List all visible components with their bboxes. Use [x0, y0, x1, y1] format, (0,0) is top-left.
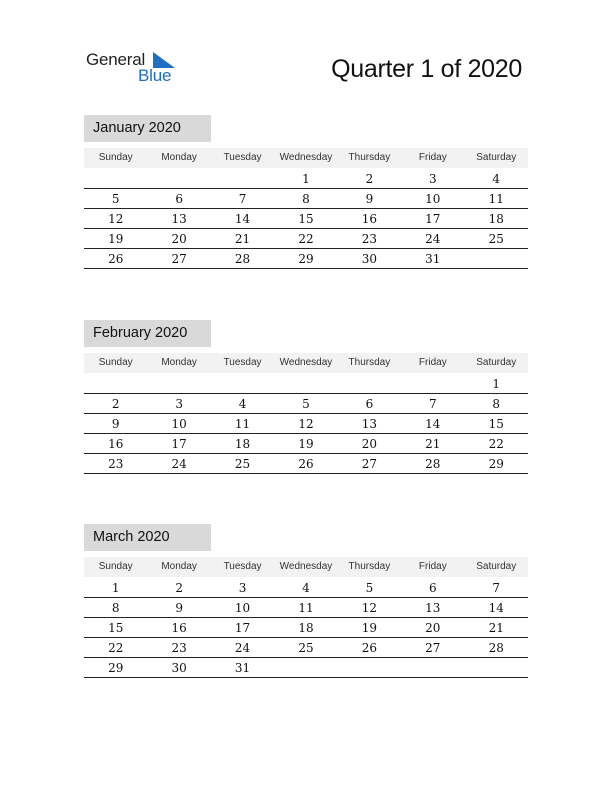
day-cell: 19 — [361, 621, 378, 635]
week-row — [84, 658, 528, 678]
day-cell: 16 — [361, 212, 378, 226]
day-cell: 7 — [492, 581, 501, 595]
weekday-label: Saturday — [476, 152, 517, 163]
day-cell: 21 — [488, 621, 504, 635]
weekday-header-row — [84, 148, 528, 168]
month-title: March 2020 — [84, 524, 211, 551]
weekday-label: Monday — [161, 152, 197, 163]
weekday-label: Thursday — [348, 152, 391, 163]
weekday-label: Thursday — [348, 561, 391, 572]
page-title: Quarter 1 of 2020 — [331, 55, 522, 83]
day-cell: 18 — [234, 437, 251, 451]
day-cell: 28 — [488, 641, 504, 655]
day-cell: 10 — [234, 601, 251, 615]
day-cell: 13 — [361, 417, 378, 431]
day-cell: 13 — [171, 212, 187, 226]
weekday-label: Saturday — [476, 357, 517, 368]
week-row — [84, 394, 528, 414]
weekday-label: Sunday — [98, 561, 133, 572]
weekday-label: Wednesday — [279, 357, 333, 368]
week-row — [84, 374, 528, 394]
day-cell: 23 — [361, 232, 378, 246]
week-row — [84, 414, 528, 434]
day-cell: 1 — [111, 581, 120, 595]
day-cell — [401, 374, 464, 393]
day-cell: 25 — [234, 457, 251, 471]
weekday-label: Wednesday — [279, 561, 333, 572]
day-cell: 24 — [234, 641, 251, 655]
week-row — [84, 229, 528, 249]
day-cell: 11 — [488, 192, 504, 206]
day-cell: 5 — [365, 581, 374, 595]
day-cell: 5 — [302, 397, 310, 411]
week-row — [84, 209, 528, 229]
day-cell: 5 — [111, 192, 120, 206]
day-cell: 31 — [234, 661, 251, 675]
day-cell: 22 — [108, 641, 124, 655]
day-cell: 4 — [302, 581, 310, 595]
day-cell — [338, 658, 401, 677]
day-cell: 22 — [488, 437, 504, 451]
day-cell — [465, 658, 528, 677]
day-cell: 27 — [361, 457, 378, 471]
day-cell: 7 — [429, 397, 437, 411]
day-cell: 12 — [361, 601, 378, 615]
day-cell: 6 — [365, 397, 374, 411]
day-cell: 30 — [361, 252, 378, 266]
day-cell: 27 — [425, 641, 441, 655]
day-cell: 23 — [108, 457, 124, 471]
day-cell: 15 — [108, 621, 124, 635]
week-row — [84, 249, 528, 269]
day-cell: 26 — [361, 641, 378, 655]
day-cell: 19 — [108, 232, 124, 246]
day-cell: 24 — [171, 457, 187, 471]
day-cell — [274, 658, 337, 677]
day-cell: 29 — [298, 252, 314, 266]
day-cell: 4 — [492, 172, 501, 186]
week-row — [84, 454, 528, 474]
month-title: January 2020 — [84, 115, 211, 142]
day-cell: 26 — [108, 252, 124, 266]
day-cell: 17 — [425, 212, 441, 226]
day-cell: 8 — [302, 192, 310, 206]
day-cell: 2 — [175, 581, 183, 595]
day-cell: 11 — [234, 417, 251, 431]
day-cell: 8 — [111, 601, 120, 615]
day-cell: 17 — [171, 437, 187, 451]
day-cell: 25 — [488, 232, 504, 246]
day-cell: 21 — [425, 437, 441, 451]
day-cell — [147, 374, 210, 393]
weekday-label: Monday — [161, 561, 197, 572]
day-cell: 29 — [488, 457, 504, 471]
day-cell: 3 — [429, 172, 437, 186]
weekday-header-row — [84, 353, 528, 373]
day-cell: 2 — [111, 397, 120, 411]
month-title: February 2020 — [84, 320, 211, 347]
day-cell: 14 — [425, 417, 441, 431]
day-cell: 26 — [298, 457, 314, 471]
week-row — [84, 434, 528, 454]
day-cell: 9 — [365, 192, 374, 206]
day-cell: 7 — [238, 192, 247, 206]
week-row — [84, 618, 528, 638]
day-cell: 31 — [425, 252, 441, 266]
day-cell — [401, 658, 464, 677]
day-cell: 2 — [365, 172, 374, 186]
day-cell: 1 — [302, 172, 310, 186]
day-cell: 13 — [425, 601, 441, 615]
day-cell — [84, 169, 147, 188]
day-cell — [84, 374, 147, 393]
day-cell: 20 — [425, 621, 441, 635]
day-cell: 6 — [175, 192, 183, 206]
day-cell: 22 — [298, 232, 314, 246]
month-calendar — [84, 115, 528, 269]
day-cell: 21 — [234, 232, 251, 246]
day-cell: 11 — [298, 601, 314, 615]
weekday-label: Wednesday — [279, 152, 333, 163]
day-cell: 29 — [108, 661, 124, 675]
week-row — [84, 578, 528, 598]
day-cell: 23 — [171, 641, 187, 655]
weekday-label: Friday — [418, 561, 447, 572]
day-cell: 28 — [425, 457, 441, 471]
day-cell: 8 — [492, 397, 501, 411]
month-calendar — [84, 524, 528, 678]
weekday-header-row — [84, 557, 528, 577]
weekday-label: Saturday — [476, 561, 517, 572]
day-cell: 17 — [234, 621, 251, 635]
weekday-label: Friday — [418, 357, 447, 368]
day-cell: 28 — [234, 252, 251, 266]
day-cell: 1 — [492, 377, 501, 391]
day-cell — [211, 169, 274, 188]
weekday-label: Friday — [418, 152, 447, 163]
day-cell — [147, 169, 210, 188]
day-cell: 27 — [171, 252, 187, 266]
day-cell: 10 — [171, 417, 187, 431]
weekday-label: Tuesday — [223, 561, 262, 572]
day-cell: 6 — [429, 581, 437, 595]
day-cell: 18 — [298, 621, 314, 635]
day-cell: 12 — [298, 417, 314, 431]
week-row — [84, 598, 528, 618]
day-cell: 16 — [171, 621, 187, 635]
week-row — [84, 189, 528, 209]
day-cell: 9 — [175, 601, 183, 615]
day-cell: 14 — [488, 601, 504, 615]
day-cell: 10 — [425, 192, 441, 206]
day-cell: 14 — [234, 212, 251, 226]
weekday-label: Sunday — [98, 152, 133, 163]
weekday-label: Sunday — [98, 357, 133, 368]
weekday-label: Thursday — [348, 357, 391, 368]
week-row — [84, 169, 528, 189]
month-calendar — [84, 320, 528, 474]
day-cell: 24 — [425, 232, 441, 246]
day-cell: 20 — [361, 437, 378, 451]
day-cell: 15 — [298, 212, 314, 226]
day-cell: 12 — [108, 212, 124, 226]
day-cell: 25 — [298, 641, 314, 655]
day-cell — [274, 374, 337, 393]
day-cell: 19 — [298, 437, 314, 451]
day-cell — [211, 374, 274, 393]
weekday-label: Tuesday — [223, 152, 262, 163]
day-cell: 20 — [171, 232, 187, 246]
day-cell: 15 — [488, 417, 504, 431]
day-cell: 30 — [171, 661, 187, 675]
day-cell — [338, 374, 401, 393]
logo-text-general: General — [86, 50, 146, 69]
day-cell: 3 — [175, 397, 183, 411]
day-cell — [465, 249, 528, 268]
weekday-label: Tuesday — [223, 357, 262, 368]
day-cell: 16 — [108, 437, 124, 451]
day-cell: 4 — [238, 397, 247, 411]
weekday-label: Monday — [161, 357, 197, 368]
logo-text-blue: Blue — [138, 66, 172, 85]
week-row — [84, 638, 528, 658]
logo — [86, 50, 186, 86]
day-cell: 9 — [111, 417, 120, 431]
day-cell: 3 — [238, 581, 247, 595]
day-cell: 18 — [488, 212, 504, 226]
